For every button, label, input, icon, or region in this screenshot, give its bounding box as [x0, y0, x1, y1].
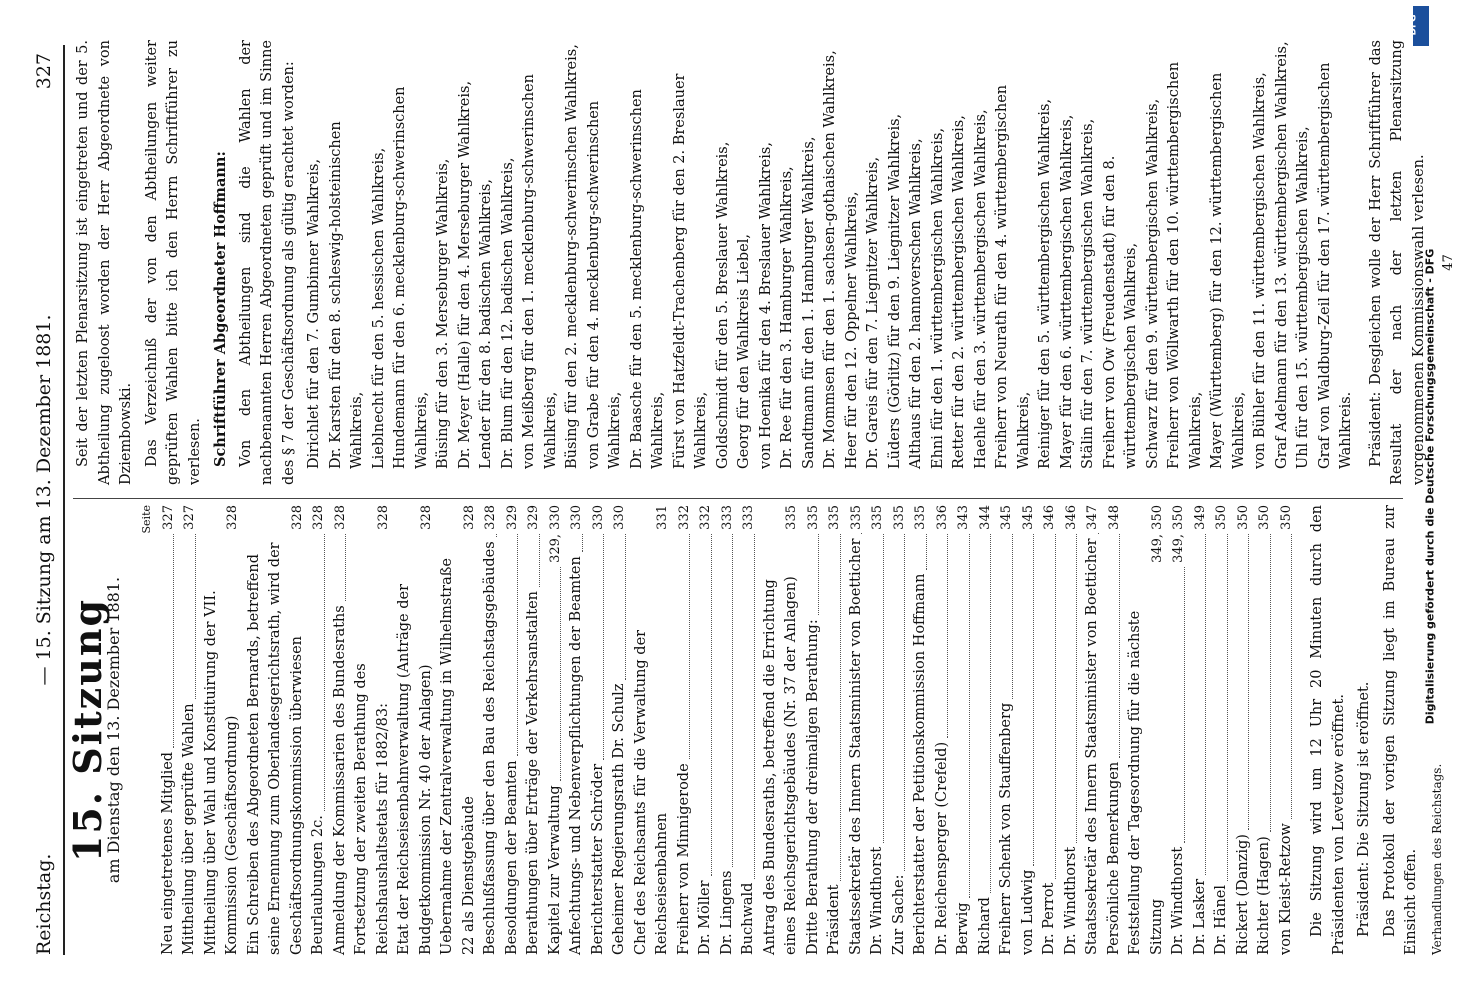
toc-leader-dots [1119, 534, 1120, 758]
election-entry: Althaus für den 2. hannoverschen Wahlkreis, [908, 138, 924, 469]
toc-row [1018, 505, 1040, 955]
toc-page-number: 350 [1278, 505, 1294, 530]
toc-leader-dots [496, 534, 497, 538]
election-entry: Büsing für den 3. Merseburger Wahlkreis, [435, 158, 451, 469]
closing-paragraph: Präsident: Desgleichen wolle der Herr Schriftführer das Resultat der nach der letzten Plenarsitzung vorgenommenen Kommissionswahl verlesen. [1367, 40, 1427, 485]
election-entry: von Grabe für den 4. mecklenburg-schwerinschen Wahlkreis, [585, 100, 623, 469]
toc-entry-text: Buchwald [740, 882, 756, 955]
toc-leader-dots [625, 534, 626, 680]
intro-paragraph-2: Das Verzeichniß der von den Abtheilungen weiter geprüften Wahlen bitte ich den Herrn Schriftführer zu verlesen. [143, 40, 203, 485]
toc-page-number: 335 [891, 505, 907, 530]
toc-page-number: 328 [289, 505, 305, 530]
toc-seite-label: Seite [140, 505, 153, 534]
toc-leader-dots [926, 534, 927, 570]
toc-page-number: 332 [676, 505, 692, 530]
schriftfuehrer-text: Von den Abtheilungen sind die Wahlen der nachbenannten Herren Abgeordneten geprüft und im Sinne des § 7 der Geschäftsordnung als gültig erachtet worden: [237, 40, 297, 485]
toc-entry-text: Antrag des Bundesraths, betreffend die Errichtung eines Reichsgerichtsgebäudes (Nr. 37 der Anlagen) [761, 576, 799, 955]
toc-entry-text: Staatssekretär des Innern Staatsminister von Boetticher [1084, 538, 1100, 955]
election-entry: Mayer für den 6. württembergischen Wahlkreis, [1058, 114, 1075, 469]
toc-entry-text: Berathungen über Erträge der Verkehrsanstalten [525, 590, 541, 955]
toc-leader-dots [1076, 534, 1077, 843]
footer-verhandlungen: Verhandlungen des Reichstags. [1429, 763, 1444, 955]
toc-page-number: 333 [741, 505, 756, 530]
toc-leader-dots [861, 534, 862, 535]
election-entry: Heer für den 12. Oppelner Wahlkreis, [843, 191, 860, 469]
toc-page-number: 346 [1042, 505, 1057, 530]
toc-entry-text: Dr. Lasker [1191, 878, 1208, 955]
toc-row [351, 505, 394, 955]
toc-entry-text: Uebernahme der Zentralverwaltung in Wilhelmstraße 22 als Dienstgebäude [439, 557, 477, 955]
header-center: — 15. Sitzung am 13. Dezember 1881. [33, 314, 55, 686]
page-signature-mark: 47 [1441, 254, 1456, 271]
toc-row [244, 505, 309, 955]
toc-entry-text: Zur Sache: [890, 874, 907, 955]
toc-entry-text: Mittheilung über geprüfte Wahlen [181, 703, 197, 955]
election-entry: Büsing für den 2. mecklenburg-schwerinschen Wahlkreis, [564, 44, 580, 469]
protocol-note: Das Protokoll der vorigen Sitzung liegt im Bureau zur Einsicht offen. [1381, 505, 1419, 955]
toc-page-number: 328 [418, 505, 434, 530]
election-entry: Schwarz für den 9. württembergischen Wahlkreis, [1144, 98, 1161, 469]
toc-entry-text: Chef des Reichsamts für die Verwaltung der Reichseisenbahnen [632, 629, 670, 955]
toc-page-number: 328 [375, 505, 391, 530]
toc-page-number: 329 [504, 505, 520, 530]
toc-row [695, 505, 717, 955]
toc-entry-text: Berichterstatter der Petitionskommission Hoffmann [912, 573, 928, 955]
toc-page-number: 328 [311, 505, 326, 530]
toc-entry-text: Anmeldung der Kommissarien des Bundesraths [331, 605, 348, 955]
toc-page-number: 330 [612, 505, 627, 530]
election-entry: Dr. Gareis für den 7. Liegnitzer Wahlkreis, [865, 156, 881, 469]
election-entry: Georg für den Wahlkreis Liebel, [736, 234, 752, 469]
toc-page-number: 335 [848, 505, 864, 530]
table-of-contents [158, 505, 1298, 955]
election-entry: Dr. Baasche für den 5. mecklenburg-schwerinschen Wahlkreis, [628, 89, 666, 469]
toc-leader-dots [1033, 534, 1034, 866]
toc-leader-dots [582, 534, 583, 552]
toc-entry-text: Beurlaubungen 2c. [310, 815, 326, 955]
toc-entry-text: Rickert (Danzig) [1234, 834, 1251, 955]
toc-entry-text: Dr. Windthorst [869, 846, 885, 955]
toc-page-number: 327 [160, 505, 176, 530]
toc-row [846, 505, 868, 955]
toc-leader-dots [904, 534, 905, 871]
election-entry: Dr. Ree für den 3. Hamburger Wahlkreis, [779, 166, 795, 469]
toc-entry-text: Dr. Perrot [1041, 882, 1057, 955]
election-entry: Freiherr von Wöllwarth für den 10. württembergischen Wahlkreis, [1166, 61, 1204, 469]
toc-page-number: 335 [913, 505, 928, 530]
toc-row [631, 505, 674, 955]
election-entry: Lüders (Görlitz) für den 9. Liegnitzer Wahlkreis, [886, 113, 903, 469]
toc-page-number: 350 [1214, 505, 1229, 530]
toc-entry-text: Richard [976, 897, 993, 955]
toc-entry-text: Dritte Berathung der dreimaligen Berathung: [804, 619, 821, 955]
toc-entry-text: Etat der Reichseisenbahnverwaltung (Anträge der Budgetkommission Nr. 40 der Anlagen) [396, 583, 434, 955]
toc-leader-dots [883, 534, 884, 843]
toc-row [502, 505, 524, 955]
toc-row [760, 505, 803, 955]
toc-entry-text: Feststellung der Tagesordnung für die nächste Sitzung [1127, 610, 1165, 955]
toc-leader-dots [1248, 534, 1249, 830]
toc-row [889, 505, 911, 955]
election-entry: Retter für den 2. württembergischen Wahlkreis, [951, 115, 967, 469]
toc-entry-text: Freiherr von Minnigerode [675, 763, 692, 955]
dfg-logo [1408, 6, 1429, 46]
election-entry: Uhl für den 15. württembergischen Wahlkreis, [1295, 126, 1311, 469]
election-entry: Sandtmann für den 1. Hamburger Wahlkreis, [800, 136, 817, 469]
toc-row [588, 505, 610, 955]
toc-row [437, 505, 480, 955]
toc-page-number: 328 [483, 505, 498, 530]
toc-entry-text: Dr. Reichensperger (Crefeld) [933, 741, 950, 955]
toc-leader-dots [840, 534, 841, 881]
toc-page-number: 349, 350 [1149, 505, 1165, 563]
running-header [23, 45, 63, 955]
toc-row [545, 505, 567, 955]
toc-leader-dots [1098, 534, 1099, 535]
toc-row [201, 505, 244, 955]
toc-leader-dots [732, 534, 733, 867]
toc-row [1276, 505, 1298, 955]
toc-entry-text: Besoldungen der Beamten [503, 760, 520, 955]
toc-row [932, 505, 954, 955]
dfg-funding-label: Digitalisierung gefördert durch die Deutsche Forschungsgemeinschaft - DFG [1423, 248, 1437, 725]
toc-page-number: 347 [1085, 505, 1100, 530]
toc-page-number: 348 [1106, 505, 1122, 530]
toc-row [480, 505, 502, 955]
toc-row [394, 505, 437, 955]
toc-row [1190, 505, 1212, 955]
toc-row [179, 505, 201, 955]
election-entry: Hundemann für den 6. mecklenburg-schwerinschen Wahlkreis, [392, 86, 430, 469]
column-divider [73, 498, 1403, 499]
toc-entry-text: Dr. Hänel [1213, 884, 1229, 955]
toc-leader-dots [560, 567, 561, 781]
toc-leader-dots [1184, 567, 1185, 843]
toc-row [824, 505, 846, 955]
session-subtitle: am Dienstag den 13. Dezember 1881. [103, 576, 123, 884]
toc-entry-text: Beschlußfassung über den Bau des Reichstagsgebäudes [482, 541, 498, 955]
election-entry: von Meißberg für den 1. mecklenburg-schwerinschen Wahlkreis, [521, 74, 559, 469]
toc-row [910, 505, 932, 955]
toc-page-number: 335 [870, 505, 885, 530]
election-entry: Dirichlet für den 7. Gumbinner Wahlkreis, [306, 158, 322, 469]
toc-leader-dots [754, 534, 755, 879]
toc-entry-text: Staatssekretär des Innern Staatsminister von Boetticher [847, 538, 864, 955]
toc-leader-dots [1205, 534, 1206, 875]
toc-leader-dots [345, 534, 346, 601]
toc-page-number: 330 [569, 505, 584, 530]
toc-row [308, 505, 330, 955]
election-entry: Freiherr von Ow (Freudenstadt) für den 8. württembergischen Wahlkreis, [1101, 155, 1139, 469]
toc-leader-dots [195, 534, 196, 700]
toc-page-number: 327 [182, 505, 197, 530]
toc-leader-dots [1055, 534, 1056, 879]
toc-page-number: 343 [956, 505, 971, 530]
intro-paragraph-1: Seit der letzten Plenarsitzung ist eingetreten und der 5. Abtheilung zugeloost worden der Herr Abgeordnete von Dziembowski. [75, 40, 134, 485]
opening-paragraph: Die Sitzung wird um 12 Uhr 20 Minuten durch den Präsidenten von Levetzow eröffnet. [1309, 505, 1347, 955]
toc-entry-text: Dr. Lingens [718, 870, 735, 955]
election-entry: Dr. Blum für den 12. badischen Wahlkreis, [499, 157, 516, 469]
toc-entry-text: Dr. Windthorst [1062, 846, 1079, 955]
toc-row [1082, 505, 1104, 955]
toc-row [523, 505, 545, 955]
toc-entry-text: Neu eingetretenes Mitglied [159, 751, 176, 955]
toc-row [738, 505, 760, 955]
toc-entry-text: Ein Schreiben des Abgeordneten Bernards, betreffend seine Ernennung zum Oberlandesgerichtsrath, wird der Geschäftsordnungskommission überwiesen [245, 542, 305, 955]
right-column [73, 40, 1460, 485]
toc-leader-dots [173, 534, 174, 748]
toc-entry-text: Richter (Hagen) [1256, 836, 1272, 955]
toc-row [158, 505, 180, 955]
toc-page-number: 336 [934, 505, 950, 530]
toc-leader-dots [539, 534, 540, 587]
toc-leader-dots [990, 534, 991, 893]
election-entry: Stälin für den 7. württembergischen Wahlkreis, [1080, 118, 1096, 469]
election-entry: Ehni für den 1. württembergischen Wahlkreis, [929, 127, 946, 469]
election-entry: Graf von Waldburg-Zeil für den 17. württembergischen Wahlkreis. [1316, 62, 1354, 469]
toc-leader-dots [1012, 534, 1013, 699]
toc-row [1254, 505, 1276, 955]
toc-row [953, 505, 975, 955]
election-entry: von Hoenika für den 4. Breslauer Wahlkreis, [757, 142, 774, 469]
toc-page-number: 333 [719, 505, 735, 530]
toc-row [717, 505, 739, 955]
election-entry: Reiniger für den 5. württembergischen Wahlkreis, [1037, 98, 1053, 469]
toc-page-number: 335 [805, 505, 821, 530]
toc-entry-text: Fortsetzung der zweiten Berathung des Reichshaushaltsetats für 1882/83: [353, 663, 391, 955]
election-entry: Fürst von Hatzfeldt-Trachenberg für den 2. Breslauer Wahlkreis, [671, 73, 709, 469]
toc-row [609, 505, 631, 955]
toc-leader-dots [603, 534, 604, 760]
toc-page-number: 331 [655, 505, 670, 530]
toc-leader-dots [1227, 534, 1228, 881]
toc-page-number: 328 [225, 505, 240, 530]
toc-page-number: 350 [1257, 505, 1272, 530]
toc-entry-text: Präsident [826, 884, 842, 955]
toc-page-number: 345 [1020, 505, 1036, 530]
election-entry: Freiherr von Neurath für den 4. württembergischen Wahlkreis, [994, 84, 1032, 469]
toc-page-number: 335 [784, 505, 799, 530]
header-left: Reichstag. [33, 853, 55, 955]
toc-row [1211, 505, 1233, 955]
toc-entry-text: Dr. Windthorst [1170, 846, 1186, 955]
election-entry: Dr. Meyer (Halle) für den 4. Merseburger Wahlkreis, [456, 80, 473, 469]
toc-leader-dots [969, 534, 970, 899]
toc-row [803, 505, 825, 955]
toc-row [996, 505, 1018, 955]
toc-row [674, 505, 696, 955]
toc-row [1039, 505, 1061, 955]
toc-page-number: 329, 330 [547, 505, 563, 563]
toc-entry-text: Dr. Möller [697, 880, 713, 955]
toc-page-number: 328 [461, 505, 477, 530]
elections-list [304, 40, 1358, 485]
toc-leader-dots [818, 534, 819, 615]
header-page-number: 327 [33, 53, 55, 90]
toc-row [1168, 505, 1190, 955]
toc-leader-dots [947, 534, 948, 738]
toc-page-number: 344 [977, 505, 993, 530]
toc-entry-text: Berichterstatter Schröder [589, 763, 606, 955]
election-entry: Goldschmidt für den 5. Breslauer Wahlkreis, [714, 141, 731, 469]
toc-row [330, 505, 352, 955]
toc-entry-text: Mittheilung über Wahl und Konstituirung der VII. Kommission (Geschäftsordnung) [202, 590, 240, 955]
election-entry: von Bühler für den 11. württembergischen Wahlkreis, [1252, 72, 1268, 469]
election-entry: Lender für den 8. badischen Wahlkreis, [478, 179, 494, 469]
session-title: 15. Sitzung [65, 597, 110, 863]
toc-leader-dots [689, 534, 690, 760]
toc-page-number: 335 [827, 505, 842, 530]
toc-page-number: 350 [1235, 505, 1251, 530]
election-entry: Haehle für den 3. württembergischen Wahlkreis, [972, 109, 989, 469]
toc-entry-text: Anfechtungs- und Nebenverpflichtungen der Beamten [568, 556, 584, 955]
toc-leader-dots [517, 534, 518, 757]
toc-page-number: 349 [1192, 505, 1208, 530]
toc-entry-text: Kapitel zur Verwaltung [546, 785, 563, 955]
toc-leader-dots [711, 534, 712, 877]
left-column [65, 505, 1452, 955]
toc-entry-text: von Kleist-Retzow [1277, 823, 1294, 955]
toc-row [1233, 505, 1255, 955]
election-entry: Dr. Karsten für den 8. schleswig-holsteinischen Wahlkreis, [327, 121, 365, 469]
toc-entry-text: Freiherr Schenk von Stauffenberg [998, 702, 1014, 955]
president-opening: Präsident: Die Sitzung ist eröffnet. [1356, 681, 1372, 937]
toc-page-number: 330 [590, 505, 606, 530]
toc-entry-text: von Ludwig [1019, 869, 1036, 955]
toc-row [1104, 505, 1126, 955]
toc-page-number: 345 [999, 505, 1014, 530]
toc-leader-dots [1270, 534, 1271, 832]
toc-page-number: 332 [698, 505, 713, 530]
dfg-logo-text: DFG [1408, 14, 1419, 36]
toc-entry-text: Berwig [955, 902, 971, 955]
toc-row [566, 505, 588, 955]
election-entry: Graf Adelmann für den 13. württembergischen Wahlkreis, [1273, 41, 1290, 469]
toc-row [1061, 505, 1083, 955]
toc-row [975, 505, 997, 955]
toc-page-number: 346 [1063, 505, 1079, 530]
toc-row [867, 505, 889, 955]
election-entry: Dr. Mommsen für den 1. sachsen-gothaischen Wahlkreis, [822, 50, 838, 469]
toc-leader-dots [1291, 534, 1292, 819]
toc-entry-text: Persönliche Bemerkungen [1105, 761, 1122, 955]
election-entry: Mayer (Württemberg) für den 12. württembergischen Wahlkreis, [1209, 72, 1247, 469]
toc-page-number: 328 [332, 505, 348, 530]
toc-row [1125, 505, 1168, 955]
toc-entry-text: Geheimer Regierungsrath Dr. Schulz [611, 683, 627, 955]
election-entry: Lieblnecht für den 5. hessischen Wahlkreis, [370, 147, 387, 469]
schriftfuehrer-speaker: Schriftführer Abgeordneter Hoffmann: [212, 151, 229, 467]
toc-page-number: 329 [526, 505, 541, 530]
toc-leader-dots [324, 534, 325, 811]
toc-page-number: 349, 350 [1171, 505, 1186, 563]
